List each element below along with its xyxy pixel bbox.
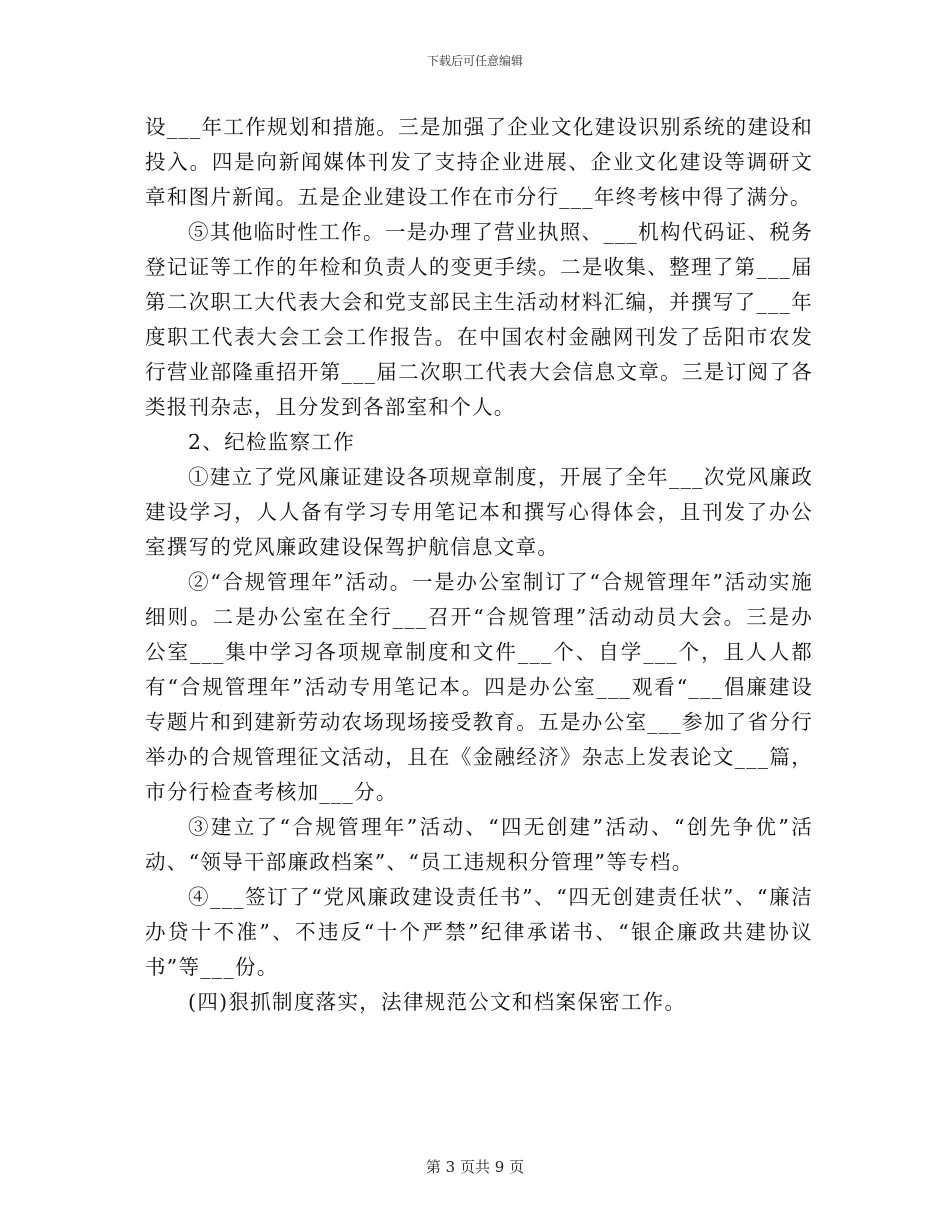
paragraph-1: 设___年工作规划和措施。三是加强了企业文化建设识别系统的建设和投入。四是向新闻媒体刊发了支持企业进展、企业文化建设等调研文章和图片新闻。五是企业建设工作在市分行___年终考核中得了满分。 — [145, 115, 813, 209]
page-footer: 第 3 页共 9 页 — [425, 1158, 525, 1176]
section-heading-four: (四)狠抓制度落实，法律规范公文和档案保密工作。 — [188, 990, 687, 1014]
document-body — [145, 110, 813, 1020]
paragraph-4: ①建立了党风廉证建设各项规章制度，开展了全年___次党风廉政建设学习，人人备有学习专用笔记本和撰写心得体会，且刊发了办公室撰写的党风廉政建设保驾护航信息文章。 — [145, 465, 813, 559]
section-heading-discipline: 2、纪检监察工作 — [188, 430, 355, 454]
paragraph-7: ④___签订了“党风廉政建设责任书”、“四无创建责任状”、“廉洁办贷十不准”、不违反“十个严禁”纪律承诺书、“银企廉政共建协议书”等___份。 — [145, 885, 813, 979]
paragraph-6: ③建立了“合规管理年”活动、“四无创建”活动、“创先争优”活动、“领导干部廉政档案”、“员工违规积分管理”等专档。 — [145, 815, 813, 874]
paragraph-2: ⑤其他临时性工作。一是办理了营业执照、___机构代码证、税务登记证等工作的年检和负责人的变更手续。二是收集、整理了第___届第二次职工大代表大会和党支部民主生活动材料汇编，并撰写了___年度职工代表大会工会工作报告。在中国农村金融网刊发了岳阳市农发行营业部隆重招开第___届二次职工代表大会信息文章。三是订阅了各类报刊杂志，且分发到各部室和个人。 — [145, 220, 813, 419]
page-header: 下载后可任意编辑 — [426, 54, 523, 68]
paragraph-5: ②“合规管理年”活动。一是办公室制订了“合规管理年”活动实施细则。二是办公室在全行___召开“合规管理”活动动员大会。三是办公室___集中学习各项规章制度和文件___个、自学___个，且人人都有“合规管理年”活动专用笔记本。四是办公室___观看“___倡廉建设专题片和到建新劳动农场现场接受教育。五是办公室___参加了省分行举办的合规管理征文活动，且在《金融经济》杂志上发表论文___篇，市分行检查考核加___分。 — [145, 570, 813, 804]
